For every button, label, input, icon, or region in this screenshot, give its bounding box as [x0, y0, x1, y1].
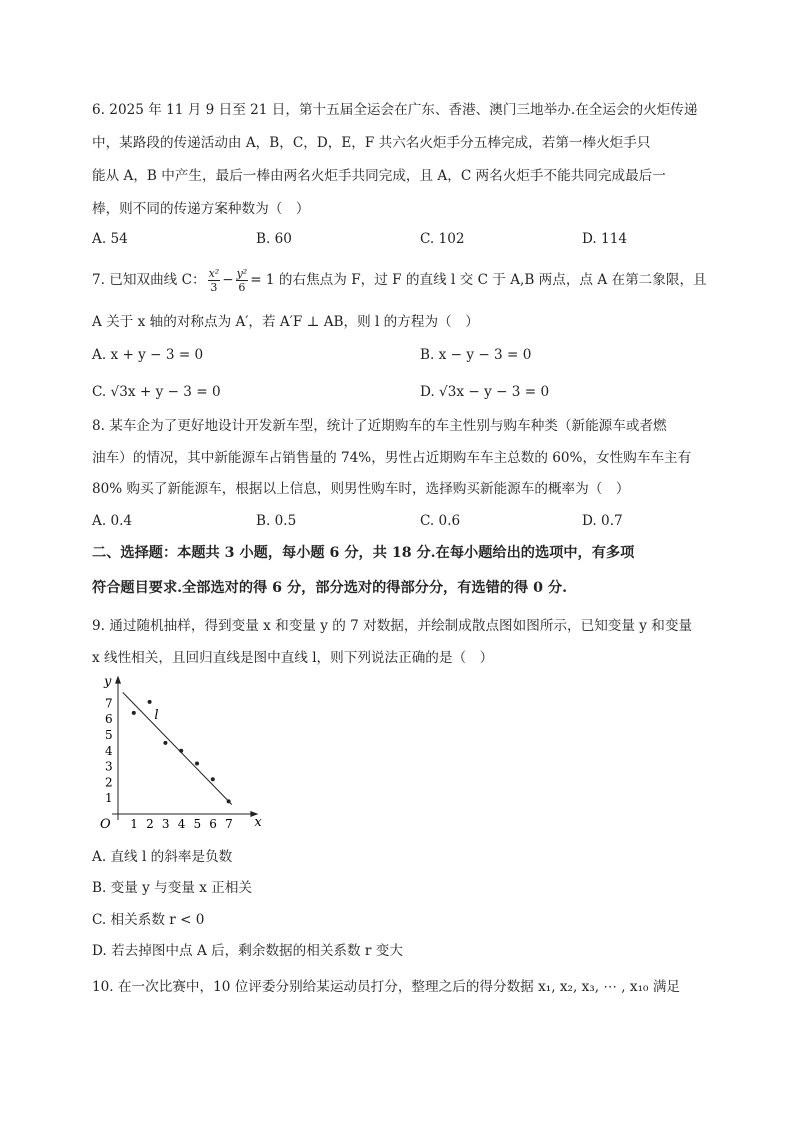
q7-line-1 [92, 263, 707, 297]
q7-fraction-x [208, 267, 221, 294]
q8-line-3: 80% 购买了新能源车，根据以上信息，则男性购车时，选择购买新能源车的概率为（ ） [92, 481, 630, 497]
q9-line-1: 9. 通过随机抽样，得到变量 x 和变量 y 的 7 对数据，并绘制成散点图如图所示，已知变量 y 和变量 [92, 618, 693, 634]
scatter-plot [90, 675, 270, 835]
q6-line-2: 中，某路段的传递活动由 A，B，C，D，E，F 共六名火炬手分五棒完成，若第一棒火炬手只 [92, 135, 651, 151]
q7-option-d: D. √3x − y − 3 = 0 [420, 384, 550, 400]
q7-option-c: C. √3x + y − 3 = 0 [92, 384, 221, 400]
x-tick-label: 5 [193, 817, 202, 831]
y-tick-label: 6 [105, 712, 113, 727]
x-tick-label: 7 [225, 817, 233, 831]
x-tick-label: 1 [130, 817, 138, 831]
q7-frac2-num: y² [236, 267, 248, 280]
x-tick-label: 2 [146, 817, 154, 831]
q7-frac1-num: x² [208, 267, 220, 280]
q8-option-b: B. 0.5 [256, 513, 297, 529]
q6-option-a: A. 54 [92, 231, 128, 247]
x-tick-label: 6 [209, 817, 217, 831]
q8-line-1: 8. 某车企为了更好地设计开发新车型，统计了近期购车的车主性别与购车种类（新能源车或者燃 [92, 418, 667, 434]
q6-line-1: 6. 2025 年 11 月 9 日至 21 日，第十五届全运会在广东、香港、澳门三地举办.在全运会的火炬传递 [92, 102, 698, 118]
x-tick-label: 4 [177, 817, 186, 831]
q7-fraction-y [236, 267, 249, 294]
y-tick-label: 5 [105, 728, 113, 742]
q8-option-d: D. 0.7 [582, 513, 623, 529]
q8-option-a: A. 0.4 [92, 513, 133, 529]
q7-frac2-den: 6 [238, 281, 246, 294]
data-point [163, 741, 167, 745]
data-point [227, 799, 231, 803]
y-tick-label: 3 [105, 759, 113, 774]
y-tick-label: 4 [105, 743, 113, 758]
q7-option-b: B. x − y − 3 = 0 [420, 347, 532, 363]
q8-option-c: C. 0.6 [420, 513, 461, 529]
regression-line [123, 692, 232, 804]
data-point [148, 700, 152, 704]
q9-option-d: D. 若去掉图中点 A 后，剩余数据的相关系数 r 变大 [92, 943, 403, 959]
q6-line-4: 棒，则不同的传递方案种数为（ ） [92, 201, 310, 217]
q7-option-a: A. x + y − 3 = 0 [92, 347, 204, 363]
y-tick-label: 7 [105, 696, 113, 711]
q8-line-2: 油车）的情况，其中新能源车占销售量的 74%，男性占近期购车车主总数的 60%，女性购车车主有 [92, 450, 692, 466]
line-label: l [154, 708, 159, 724]
y-axis-label: y [104, 675, 112, 690]
q9-option-a: A. 直线 l 的斜率是负数 [92, 849, 233, 865]
q9-option-c: C. 相关系数 r < 0 [92, 912, 205, 928]
q7-minus: − [222, 272, 234, 288]
q7-suffix: = 1 的右焦点为 F，过 F 的直线 l 交 C 于 A,B 两点，点 A 在第二象限，且 [250, 272, 707, 288]
q9-line-2: x 线性相关，且回归直线是图中直线 l，则下列说法正确的是（ ） [92, 650, 494, 666]
x-axis-label: x [254, 815, 262, 830]
data-point [179, 749, 183, 753]
q6-option-b: B. 60 [256, 231, 292, 247]
y-tick-label: 1 [105, 791, 113, 806]
y-tick-label: 2 [105, 775, 113, 790]
x-tick-label: 3 [161, 817, 170, 831]
data-point [211, 777, 215, 781]
q9-option-b: B. 变量 y 与变量 x 正相关 [92, 880, 253, 896]
q7-line-2: A 关于 x 轴的对称点为 A′，若 A′F ⊥ AB，则 l 的方程为（ ） [92, 314, 479, 330]
q7-frac1-den: 3 [210, 281, 218, 294]
origin-label: O [100, 817, 111, 832]
data-point [195, 761, 199, 765]
q7-prefix: 7. 已知双曲线 C： [92, 272, 206, 288]
y-axis-arrow [115, 676, 121, 684]
q6-option-c: C. 102 [420, 231, 465, 247]
section-2-heading-line-2: 符合题目要求.全部选对的得 6 分，部分选对的得部分分，有选错的得 0 分. [92, 580, 568, 596]
q6-option-d: D. 114 [582, 231, 628, 247]
section-2-heading-line-1: 二、选择题：本题共 3 小题，每小题 6 分，共 18 分.在每小题给出的选项中，有多项 [92, 545, 635, 561]
q10-line-1: 10. 在一次比赛中，10 位评委分别给某运动员打分，整理之后的得分数据 x₁, x₂, x₃, ⋯ , x₁₀ 满足 [92, 979, 681, 995]
data-point [132, 711, 136, 715]
q6-line-3: 能从 A，B 中产生，最后一棒由两名火炬手共同完成，且 A，C 两名火炬手不能共同完成最后一 [92, 168, 666, 184]
